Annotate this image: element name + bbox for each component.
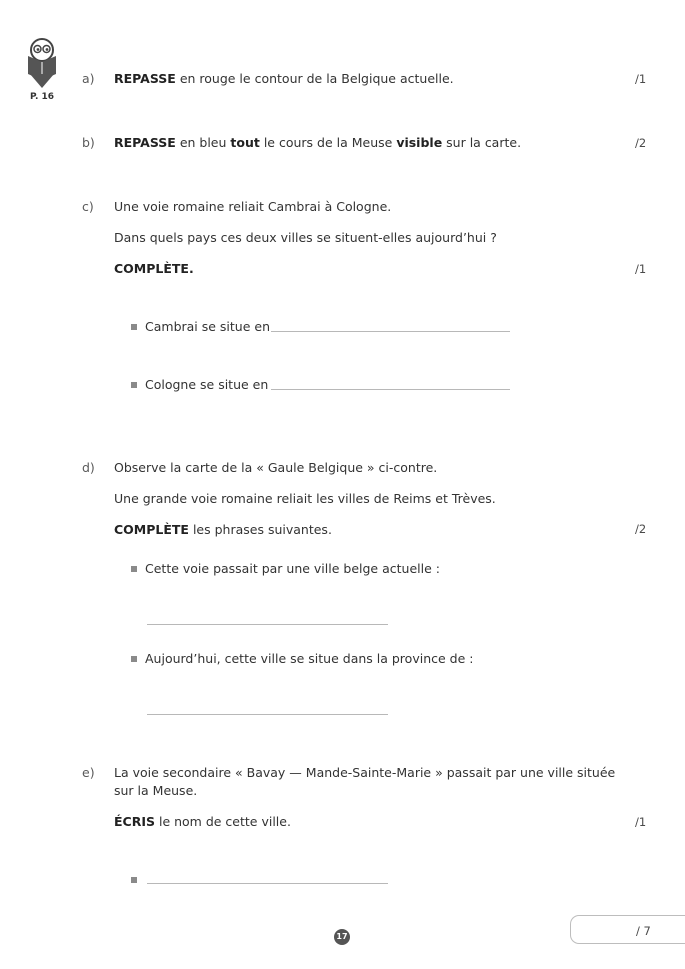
total-score: / 7 bbox=[636, 924, 651, 938]
question-d-verb: COMPLÈTE bbox=[114, 522, 189, 537]
question-e-verb-rest: le nom de cette ville. bbox=[155, 814, 291, 829]
question-b-bold-tout: tout bbox=[230, 135, 260, 150]
question-d-verb-rest: les phrases suivantes. bbox=[188, 522, 332, 537]
question-a-score: /1 bbox=[635, 72, 647, 86]
question-d-instruction bbox=[114, 522, 332, 537]
question-b-part2: le cours de la Meuse bbox=[259, 135, 397, 150]
question-b-score: /2 bbox=[635, 136, 647, 150]
page-reference: P. 16 bbox=[30, 92, 55, 102]
question-c-verb-bold: COMPLÈTE. bbox=[114, 261, 194, 276]
question-c-item-cambrai bbox=[131, 319, 270, 334]
bullet-icon bbox=[131, 877, 137, 883]
answer-line-province[interactable] bbox=[147, 714, 388, 715]
question-e-line2: sur la Meuse. bbox=[114, 783, 198, 798]
question-a-letter: a) bbox=[82, 71, 95, 86]
question-d-line2: Une grande voie romaine reliait les villes de Reims et Trèves. bbox=[114, 491, 496, 506]
question-e-item bbox=[131, 872, 145, 887]
question-e-score: /1 bbox=[635, 815, 647, 829]
question-d-item1-text: Cette voie passait par une ville belge actuelle : bbox=[145, 561, 440, 576]
question-a-instruction: en rouge le contour de la Belgique actuelle. bbox=[175, 71, 454, 86]
question-d-line1: Observe la carte de la « Gaule Belgique » ci-contre. bbox=[114, 460, 438, 475]
question-b-text bbox=[114, 135, 521, 150]
question-c-line2: Dans quels pays ces deux villes se situent-elles aujourd’hui ? bbox=[114, 230, 497, 245]
question-c-item-cologne bbox=[131, 377, 268, 392]
answer-line-city[interactable] bbox=[147, 624, 388, 625]
question-e-verb: ÉCRIS bbox=[114, 814, 155, 829]
total-score-box bbox=[570, 915, 685, 944]
bullet-icon bbox=[131, 382, 137, 388]
answer-line-cambrai[interactable] bbox=[271, 331, 510, 332]
question-e-letter: e) bbox=[82, 765, 95, 780]
question-a-verb: REPASSE bbox=[114, 71, 176, 86]
question-e-instruction bbox=[114, 814, 291, 829]
question-d-score: /2 bbox=[635, 522, 647, 536]
question-c-verb bbox=[114, 261, 194, 276]
bullet-icon bbox=[131, 656, 137, 662]
question-b-part3: sur la carte. bbox=[442, 135, 522, 150]
question-d-letter: d) bbox=[82, 460, 95, 475]
question-c-letter: c) bbox=[82, 199, 94, 214]
answer-line-cologne[interactable] bbox=[271, 389, 510, 390]
question-b-part1: en bleu bbox=[175, 135, 231, 150]
bullet-icon bbox=[131, 566, 137, 572]
question-d-item-city bbox=[131, 561, 440, 576]
question-b-verb: REPASSE bbox=[114, 135, 176, 150]
question-c-line1: Une voie romaine reliait Cambrai à Cologne. bbox=[114, 199, 392, 214]
question-b-letter: b) bbox=[82, 135, 95, 150]
bullet-icon bbox=[131, 324, 137, 330]
question-c-item1-text: Cambrai se situe en bbox=[145, 319, 271, 334]
question-c-item2-text: Cologne se situe en bbox=[145, 377, 269, 392]
question-d-item-province bbox=[131, 651, 473, 666]
question-a-text bbox=[114, 71, 454, 86]
page-number-badge: 17 bbox=[334, 929, 350, 945]
question-d-item2-text: Aujourd’hui, cette ville se situe dans la province de : bbox=[145, 651, 474, 666]
answer-line-town[interactable] bbox=[147, 883, 388, 884]
question-e-line1: La voie secondaire « Bavay — Mande-Sainte-Marie » passait par une ville située bbox=[114, 765, 616, 780]
question-b-bold-visible: visible bbox=[396, 135, 443, 150]
question-c-score: /1 bbox=[635, 262, 647, 276]
reading-owl-icon bbox=[24, 38, 60, 92]
